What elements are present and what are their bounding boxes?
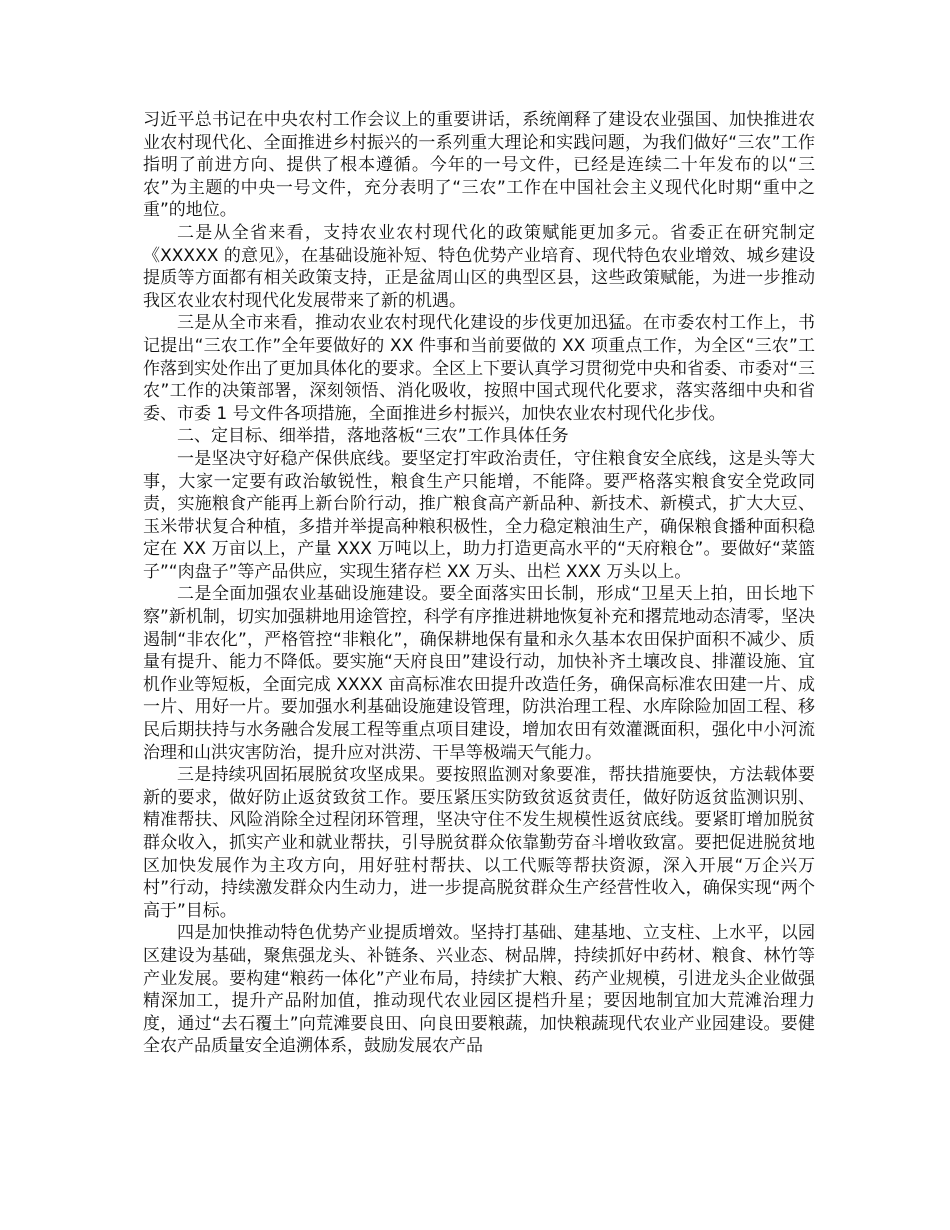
paragraph-poverty-alleviation: 三是持续巩固拓展脱贫攻坚成果。要按照监测对象要准，帮扶措施要快，方法载体要新的要求，做好防止返贫致贫工作。要压紧压实防致贫返贫责任，做好防返贫监测识别、精准帮扶、风险消除全过程闭环管理，坚决守住不发生规模性返贫底线。要紧盯增加脱贫群众收入，抓实产业和就业帮扶，引导脱贫群众依靠勤劳奋斗增收致富。要把促进脱贫地区加快发展作为主攻方向，用好驻村帮扶、以工代赈等帮扶资源，深入开展“万企兴万村”行动，持续激发群众内生动力，进一步提高脱贫群众生产经营性收入，确保实现“两个高于”目标。	[143, 765, 815, 921]
paragraph-grain-security: 一是坚决守好稳产保供底线。要坚定打牢政治责任，守住粮食安全底线，这是头等大事，大家一定要有政治敏锐性，粮食生产只能增，不能降。要严格落实粮食安全党政同责，实施粮食产能再上新台阶行动，推广粮食高产新品种、新技术、新模式，扩大大豆、玉米带状复合种植，多措并举提高种粮积极性，全力稳定粮油生产，确保粮食播种面积稳定在 XX 万亩以上，产量 XXX 万吨以上，助力打造更高水平的“天府粮仓”。要做好“菜篮子”“肉盘子”等产品供应，实现生猪存栏 XX 万头、出栏 XXX 万头以上。	[143, 448, 815, 582]
section-heading-2: 二、定目标、细举措，落地落板“三农”工作具体任务	[177, 426, 569, 447]
document-body	[143, 109, 815, 1058]
paragraph-1-continued: 习近平总书记在中央农村工作会议上的重要讲话，系统阐释了建设农业强国、加快推进农业农村现代化、全面推进乡村振兴的一系列重大理论和实践问题，为我们做好“三农”工作指明了前进方向、提供了根本遵循。今年的一号文件，已经是连续二十年发布的以“三农”为主题的中央一号文件，充分表明了“三农”工作在中国社会主义现代化时期“重中之重”的地位。	[143, 110, 815, 221]
paragraph-city: 三是从全市来看，推动农业农村现代化建设的步伐更加迅猛。在市委农村工作上，书记提出“三农工作”全年要做好的 XX 件事和当前要做的 XX 项重点工作，为全区“三农”工作落到实处作出了更加具体化的要求。全区上下要认真学习贯彻党中央和省委、市委对“三农”工作的决策部署，深刻领悟、消化吸收，按照中国式现代化要求，落实落细中央和省委、市委 1 号文件各项措施，全面推进乡村振兴，加快农业农村现代化步伐。	[143, 313, 815, 424]
paragraph-province: 二是从全省来看，支持农业农村现代化的政策赋能更加多元。省委正在研究制定《XXXXX 的意见》，在基础设施补短、特色优势产业培育、现代特色农业增效、城乡建设提质等方面都有相关政策支持，正是盆周山区的典型区县，这些政策赋能，为进一步推动我区农业农村现代化发展带来了新的机遇。	[143, 222, 815, 311]
paragraph-industry: 四是加快推动特色优势产业提质增效。坚持打基础、建基地、立支柱、上水平，以园区建设为基础，聚焦强龙头、补链条、兴业态、树品牌，持续抓好中药材、粮食、林竹等产业发展。要构建“粮药一体化”产业布局，持续扩大粮、药产业规模，引进龙头企业做强精深加工，提升产品附加值，推动现代农业园区提档升星；要因地制宜加大荒滩治理力度，通过“去石覆土”向荒滩要良田、向良田要粮蔬，加快粮蔬现代农业产业园建设。要健全农产品质量安全追溯体系，鼓励发展农产品	[143, 923, 815, 1057]
paragraph-infrastructure: 二是全面加强农业基础设施建设。要全面落实田长制，形成“卫星天上拍，田长地下察”新机制，切实加强耕地用途管控，科学有序推进耕地恢复补充和撂荒地动态清零，坚决遏制“非农化”，严格管控“非粮化”，确保耕地保有量和永久基本农田保护面积不减少、质量有提升、能力不降低。要实施“天府良田”建设行动，加快补齐土壤改良、排灌设施、宜机作业等短板，全面完成 XXXX 亩高标准农田提升改造任务，确保高标准农田建一片、成一片、用好一片。要加强水利基础设施建设管理，防洪治理工程、水库除险加固工程、移民后期扶持与水务融合发展工程等重点项目建设，增加农田有效灌溉面积，强化中小河流治理和山洪灾害防治，提升应对洪涝、干旱等极端天气能力。	[143, 584, 815, 763]
